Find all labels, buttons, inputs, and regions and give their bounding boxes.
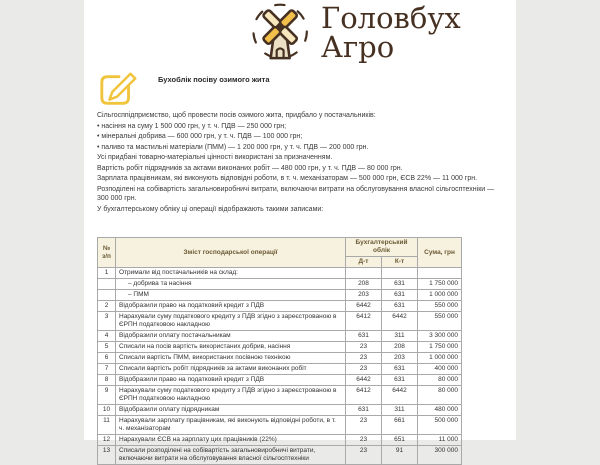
paragraph: • мінеральні добрива — 600 000 грн, у т. ч. ПДВ — 100 000 грн; [97, 133, 303, 140]
col-header-num: № з/п [98, 238, 116, 268]
paragraph: Сільгосппідприємство, щоб провести посів озимого жита, придбало у постачальників: [97, 112, 376, 119]
row-num: 8 [98, 375, 116, 386]
row-debit: 631 [346, 405, 382, 416]
row-content: – добрива та насіння [116, 279, 346, 290]
row-sum: 1 000 000 [418, 290, 462, 301]
row-sum: 1 750 000 [418, 279, 462, 290]
row-sum: 3 300 000 [418, 331, 462, 342]
row-credit: 631 [382, 279, 418, 290]
row-num: 1 [98, 268, 116, 279]
row-sum: 500 000 [418, 416, 462, 435]
paragraph: Усі придбані товарно-матеріальні цінності використані за призначенням. [97, 154, 333, 161]
row-num: 3 [98, 312, 116, 331]
intro-paragraphs [97, 111, 500, 215]
row-content: Нарахували зарплату працівникам, які виконують відповідні роботи, в т. ч. механізаторам [116, 416, 346, 435]
row-content: Відобразили право на податковий кредит з ПДВ [116, 301, 346, 312]
table-row [98, 364, 462, 375]
table-row [98, 353, 462, 364]
row-num [98, 279, 116, 290]
paragraph: • паливо та мастильні матеріали (ПММ) — 1 200 000 грн, у т. ч. ПДВ — 200 000 грн. [97, 143, 369, 151]
journal-table [97, 237, 462, 465]
table-row [98, 416, 462, 435]
logo-line2: Агро [321, 30, 395, 64]
col-header-debit: Д-т [346, 257, 382, 268]
row-credit: 651 [382, 435, 418, 446]
row-sum: 1 750 000 [418, 342, 462, 353]
paragraph: • насіння на суму 1 500 000 грн, у т. ч. ПДВ — 250 000 грн; [97, 122, 287, 130]
table-row [98, 301, 462, 312]
row-credit: 311 [382, 331, 418, 342]
table-row [98, 268, 462, 279]
row-num: 7 [98, 364, 116, 375]
row-num: 6 [98, 353, 116, 364]
row-debit: 6442 [346, 301, 382, 312]
row-content: Списали розподілені на собівартість загальновиробничі витрати, включаючи витрати на обслуговування власної сільгосптехніки [116, 446, 346, 465]
row-content: Списали на посів вартість використаних добрив, насіння [116, 342, 346, 353]
row-content: Нарахували ЄСВ на зарплату цих працівників (22%) [116, 435, 346, 446]
paragraph: Вартість робіт підрядників за актами виконаних робіт — 480 000 грн, у т. ч. ПДВ — 80 000 грн. [97, 164, 403, 172]
logo [250, 3, 461, 65]
table-row [98, 279, 462, 290]
row-credit: 91 [382, 446, 418, 465]
row-debit: 23 [346, 342, 382, 353]
table-row [98, 435, 462, 446]
row-content: Списали вартість робіт підрядників за актами виконаних робіт [116, 364, 346, 375]
table-row [98, 375, 462, 386]
edit-pencil-icon [98, 69, 140, 111]
row-debit: 23 [346, 353, 382, 364]
row-num: 5 [98, 342, 116, 353]
row-debit: 23 [346, 364, 382, 375]
row-content: Отримали від постачальників на склад: [116, 268, 346, 279]
row-sum: 80 000 [418, 375, 462, 386]
row-debit: 6442 [346, 375, 382, 386]
col-header-sum: Сума, грн [418, 238, 462, 268]
row-content: Списали вартість ПММ, використаних посівною технікою [116, 353, 346, 364]
row-sum: 480 000 [418, 405, 462, 416]
row-credit [382, 268, 418, 279]
row-num: 2 [98, 301, 116, 312]
row-content: Відобразили оплату підрядникам [116, 405, 346, 416]
table-row [98, 290, 462, 301]
row-sum: 80 000 [418, 386, 462, 405]
row-content: Відобразили право на податковий кредит з ПДВ [116, 375, 346, 386]
journal-table-body [98, 268, 462, 465]
paragraph: Розподілені на собівартість загальновиробничі витрати, включаючи витрати на обслуговування власної сільгосптехніки — 300 000 грн. [97, 185, 495, 202]
row-num [98, 290, 116, 301]
row-debit: 6412 [346, 312, 382, 331]
row-num: 9 [98, 386, 116, 405]
row-num: 4 [98, 331, 116, 342]
paragraph: У бухгалтерському обліку ці операції відображають такими записами: [97, 205, 324, 213]
table-row [98, 386, 462, 405]
row-debit: 208 [346, 279, 382, 290]
article-card [84, 0, 516, 462]
table-row [98, 331, 462, 342]
article-title: Бухоблік посіву озимого жита [158, 75, 270, 84]
table-row [98, 446, 462, 465]
row-sum: 550 000 [418, 301, 462, 312]
row-credit: 631 [382, 375, 418, 386]
row-num: 12 [98, 435, 116, 446]
row-debit: 23 [346, 416, 382, 435]
row-credit: 6442 [382, 312, 418, 331]
row-credit: 661 [382, 416, 418, 435]
row-debit: 631 [346, 331, 382, 342]
paragraph: Зарплата працівникам, які виконують відповідні роботи, в т. ч. механізаторам — 500 000 грн, ЄСВ 22% — 11 000 грн. [97, 175, 478, 182]
row-debit: 6412 [346, 386, 382, 405]
row-sum [418, 268, 462, 279]
row-credit: 208 [382, 342, 418, 353]
row-sum: 300 000 [418, 446, 462, 465]
col-header-content: Зміст господарської операції [116, 238, 346, 268]
journal-table-header [98, 238, 462, 268]
row-sum: 550 000 [418, 312, 462, 331]
windmill-icon [250, 3, 312, 65]
row-sum: 400 000 [418, 364, 462, 375]
row-content: Нарахували суму податкового кредиту з ПДВ згідно з зареєстрованою в ЄРПН податковою накладною [116, 312, 346, 331]
row-credit: 631 [382, 301, 418, 312]
row-debit: 203 [346, 290, 382, 301]
logo-line1: Головбух [321, 1, 461, 35]
row-credit: 6442 [382, 386, 418, 405]
row-content: Відобразили оплату постачальникам [116, 331, 346, 342]
row-content: – ПММ [116, 290, 346, 301]
row-sum: 11 000 [418, 435, 462, 446]
table-row [98, 342, 462, 353]
row-credit: 631 [382, 290, 418, 301]
journal-table-wrap [97, 237, 462, 465]
row-content: Нарахували суму податкового кредиту з ПДВ згідно з зареєстрованою в ЄРПН податковою накладною [116, 386, 346, 405]
row-sum: 1 000 000 [418, 353, 462, 364]
row-debit: 23 [346, 435, 382, 446]
col-header-credit: К-т [382, 257, 418, 268]
row-debit: 23 [346, 446, 382, 465]
row-credit: 631 [382, 364, 418, 375]
row-credit: 203 [382, 353, 418, 364]
row-debit [346, 268, 382, 279]
table-row [98, 405, 462, 416]
row-credit: 311 [382, 405, 418, 416]
row-num: 13 [98, 446, 116, 465]
logo-text [321, 1, 461, 64]
row-num: 11 [98, 416, 116, 435]
table-row [98, 312, 462, 331]
row-num: 10 [98, 405, 116, 416]
col-header-accounting: Бухгалтерський облік [346, 238, 418, 257]
